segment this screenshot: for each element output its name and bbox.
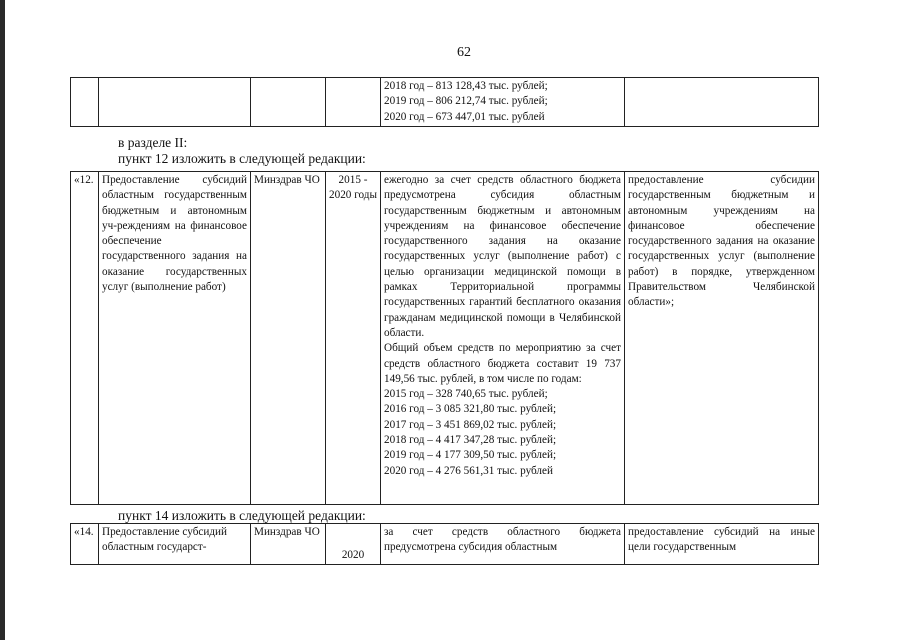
scan-edge (0, 0, 5, 640)
year-line: 2020 год – 673 447,01 тыс. рублей (384, 110, 545, 123)
year-line: 2019 год – 4 177 309,50 тыс. рублей; (384, 449, 557, 462)
continued-table (70, 77, 819, 127)
cell-empty (251, 78, 326, 127)
item14-intro: пункт 14 изложить в следующей редакции: (118, 508, 366, 523)
table-row (71, 524, 819, 565)
item-executor: Минздрав ЧО (251, 524, 326, 565)
year-line: 2018 год – 4 417 347,28 тыс. рублей; (384, 434, 557, 447)
year-line: 2016 год – 3 085 321,80 тыс. рублей; (384, 403, 557, 416)
year-line: 2019 год – 806 212,74 тыс. рублей; (384, 95, 548, 108)
item14-table (70, 523, 819, 565)
table-row (71, 78, 819, 127)
year-line: 2015 год – 328 740,65 тыс. рублей; (384, 388, 548, 401)
year-line: 2017 год – 3 451 869,02 тыс. рублей; (384, 418, 557, 431)
item-result: предоставление субсидии государственным бюджетным и автономным учреждениям на финансовое обеспечение государственного задания на оказание государственных услуг (выполнение работ) в порядке, утвержденном Правительством Челябинской области»; (625, 172, 819, 505)
cell-empty (71, 78, 99, 127)
item12-table (70, 171, 819, 505)
item-result: предоставление субсидий на иные цели государственным (625, 524, 819, 565)
cell-empty (326, 78, 381, 127)
year-line: 2020 год – 4 276 561,31 тыс. рублей (384, 464, 553, 477)
cell-empty (99, 78, 251, 127)
year-line: 2018 год – 813 128,43 тыс. рублей; (384, 80, 548, 92)
item-name: Предоставление субсидий областным государст- (99, 524, 251, 565)
table-row (71, 172, 819, 505)
period-text: 2020 (341, 548, 365, 561)
item-number: «12. (71, 172, 99, 505)
cell-empty (625, 78, 819, 127)
total-text: Общий объем средств по мероприятию за счет средств областного бюджета составит 19 737 149,56 тыс. рублей, в том числе по годам: (384, 342, 621, 385)
item-executor: Минздрав ЧО (251, 172, 326, 505)
page-number: 62 (457, 45, 471, 60)
funding-text: ежегодно за счет средств областного бюджета предусмотрена субсидия областным государственным бюджетным и автономным учреждениям на финансовое обеспечение государственного задания на оказание государственных услуг (выполнение работ) с целью организации медицинской помощи в рамках Территориальной программы государственных гарантий бесплатного оказания гражданам медицинской помощи в Челябинской области. (384, 174, 621, 339)
item-name: Предоставление субсидий областным государственным бюджетным и автономным уч-реждениям на финансовое обеспечение государственного задания на оказание государственных услуг (выполнение работ) (99, 172, 251, 505)
item-period: 2015 - 2020 годы (326, 172, 381, 505)
item-funding (381, 172, 625, 505)
section-header: в разделе II: (118, 135, 188, 150)
item-period (326, 524, 381, 565)
item-funding: за счет средств областного бюджета предусмотрена субсидия областным (381, 524, 625, 565)
item-number: «14. (71, 524, 99, 565)
cell-years-continued (381, 78, 625, 127)
item12-intro: пункт 12 изложить в следующей редакции: (118, 151, 366, 166)
